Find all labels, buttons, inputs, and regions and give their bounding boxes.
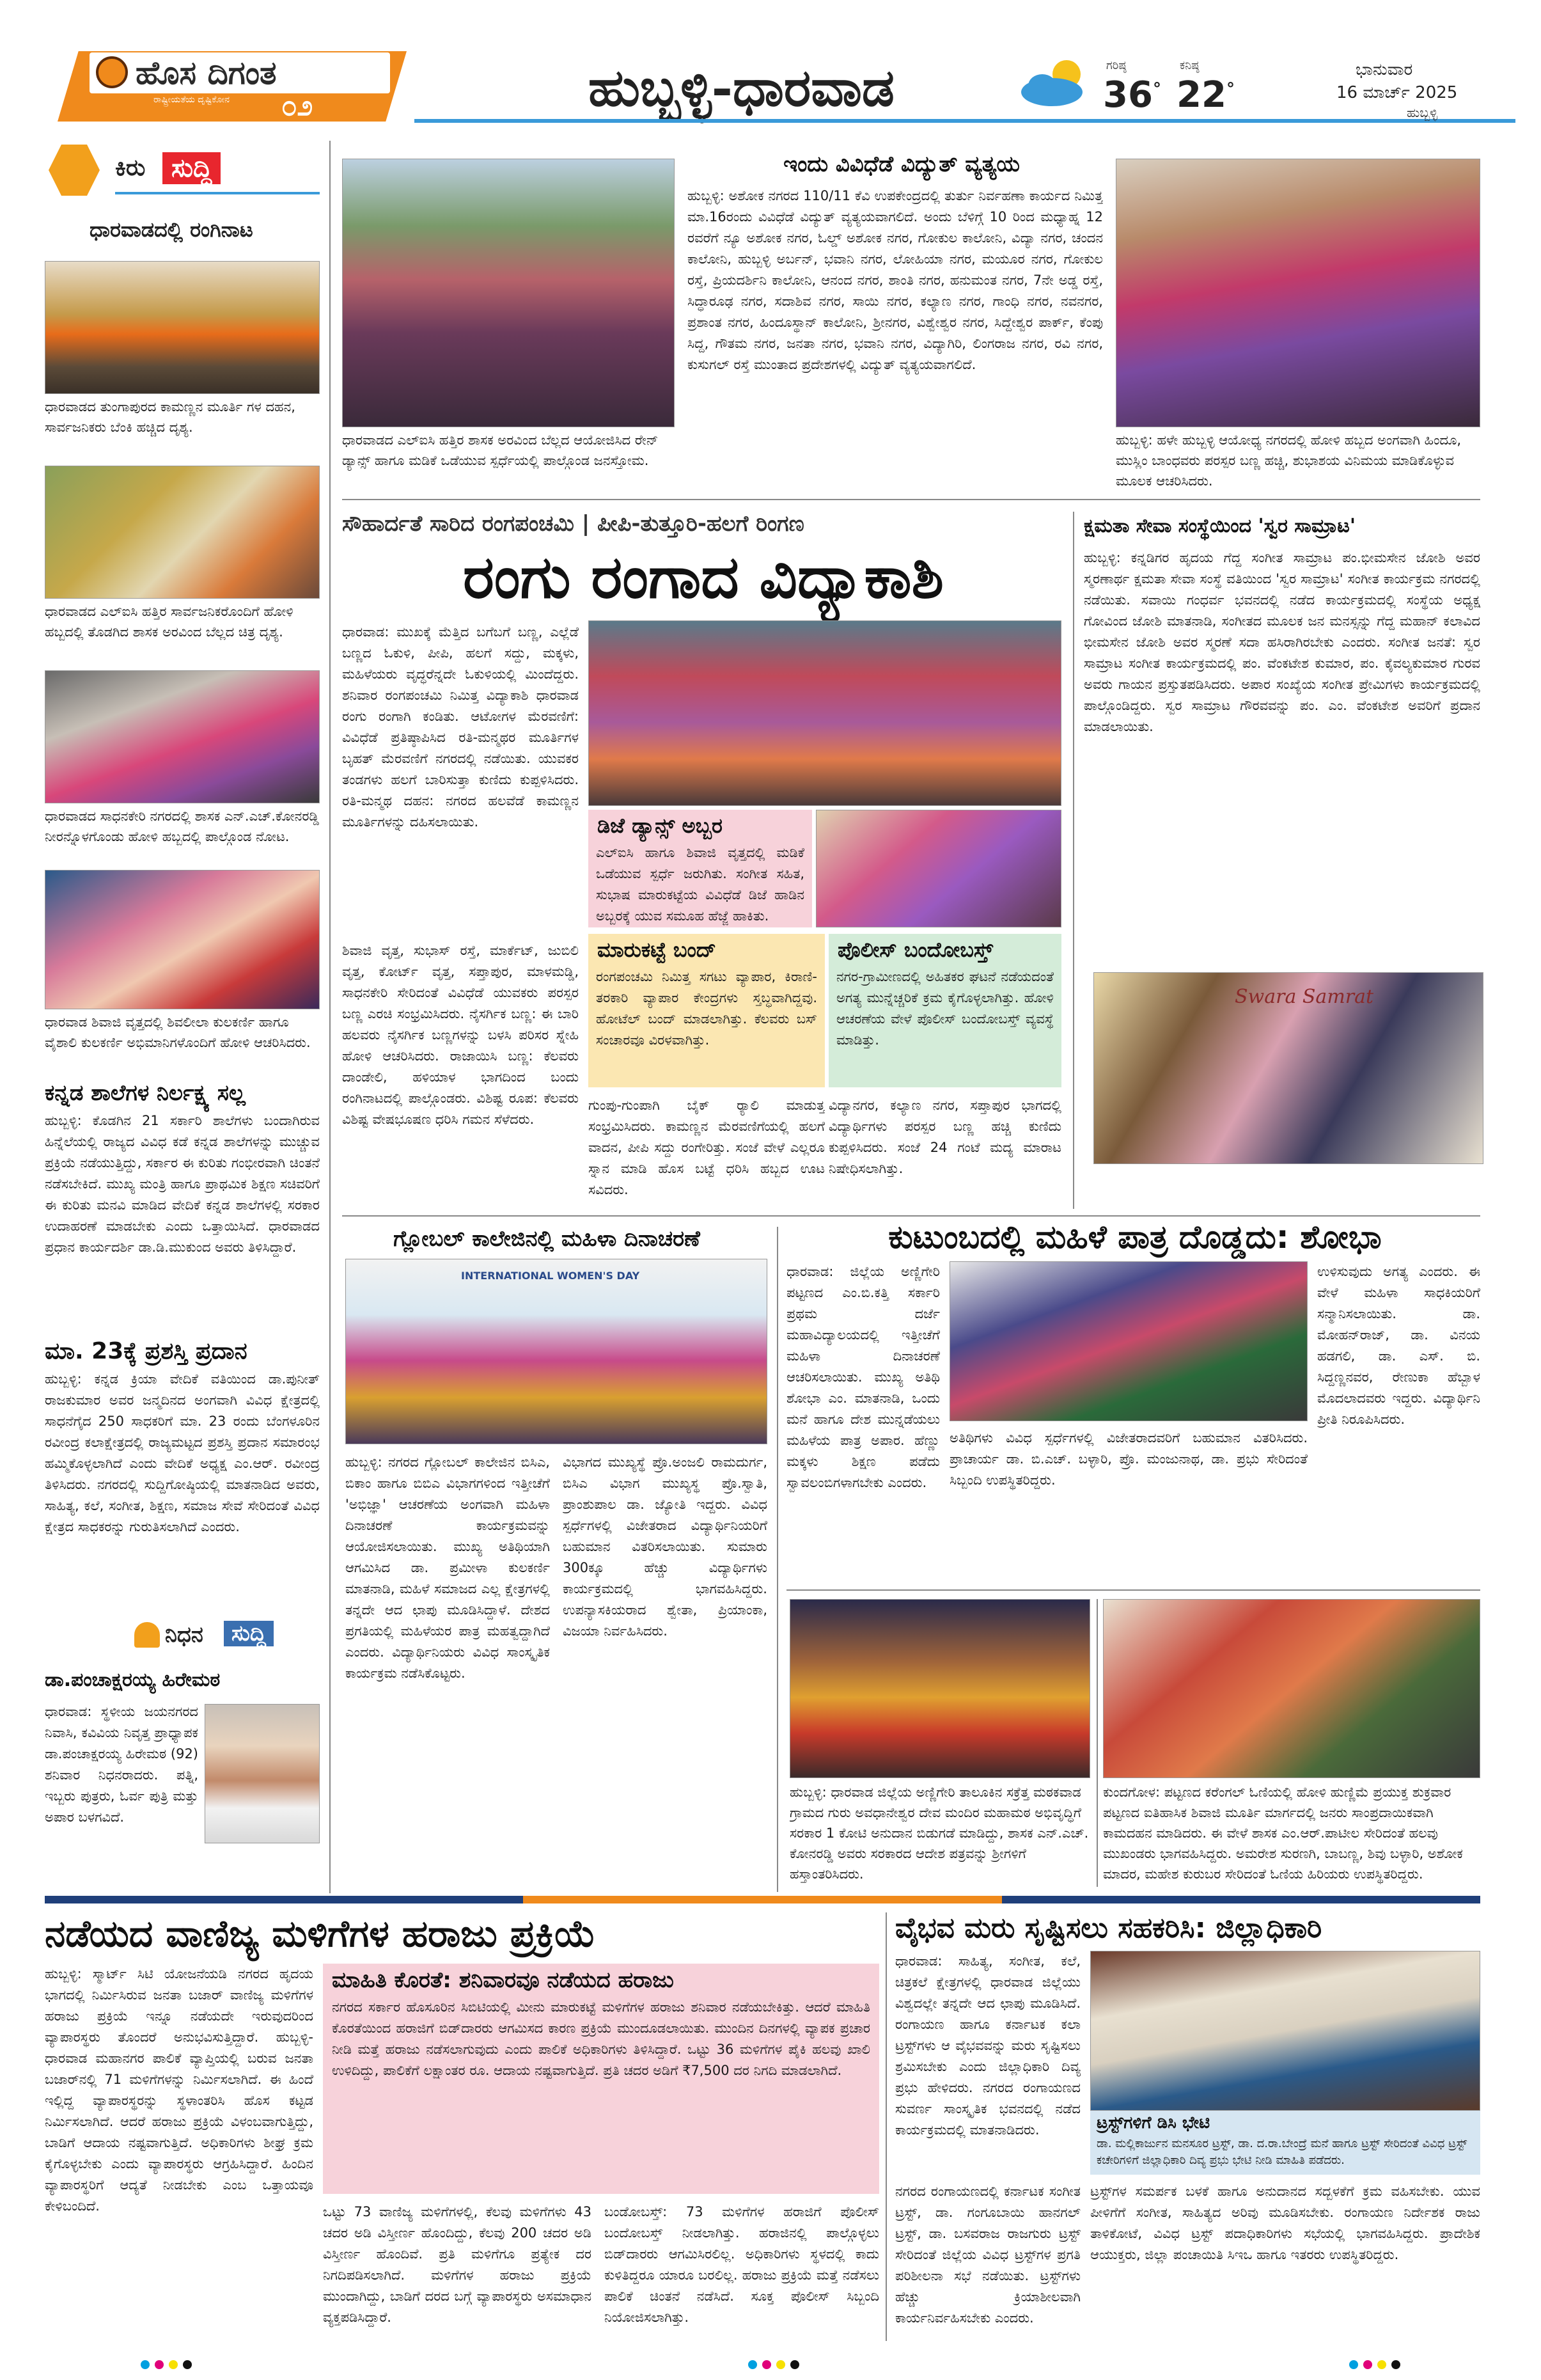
nidhana-suddi-label: ಸುದ್ದಿ: [224, 1621, 274, 1646]
weekday: ಭಾನುವಾರ: [1356, 60, 1413, 79]
global-text-col1: ಹುಬ್ಬಳ್ಳಿ: ನಗರದ ಗ್ಲೋಬಲ್ ಕಾಲೇಜಿನ ಬಿಸಿಎ, ಬಿಕಾಂ ಹಾಗೂ ಬಿಬಿಎ ವಿಭಾಗಗಳಿಂದ ಇತ್ತೀಚೆಗೆ 'ಅಭಿಜ್ಞಾ' ಆಚರಣೆಯ ಅಂಗವಾಗಿ ಮಹಿಳಾ ದಿನಾಚರಣೆ ಕಾರ್ಯಕ್ರಮವನ್ನು ಆಯೋಜಿಸಲಾಯಿತು. ಮುಖ್ಯ ಅತಿಥಿಯಾಗಿ ಆಗಮಿಸಿದ ಡಾ. ಪ್ರಮೀಳಾ ಕುಲಕರ್ಣಿ ಮಾತನಾಡಿ, ಮಹಿಳೆ ಸಮಾಜದ ಎಲ್ಲ ಕ್ಷೇತ್ರಗಳಲ್ಲಿ ತನ್ನದೇ ಆದ ಛಾಪು ಮೂಡಿಸಿದ್ದಾಳೆ. ದೇಶದ ಪ್ರಗತಿಯಲ್ಲಿ ಮಹಿಳೆಯರ ಪಾತ್ರ ಮಹತ್ವದ್ದಾಗಿದೆ ಎಂದರು. ವಿದ್ಯಾರ್ಥಿನಿಯರು ವಿವಿಧ ಸಾಂಸ್ಕೃತಿಕ ಕಾರ್ಯಕ್ರಮ ನಡೆಸಿಕೊಟ್ಟರು.: [345, 1454, 550, 1681]
ranga-text-col4: ವಿದ್ಯಾನಗರ, ಕಲ್ಯಾಣ ನಗರ, ಸಪ್ತಾಪುರ ಭಾಗದಲ್ಲಿ ವಿದ್ಯಾರ್ಥಿಗಳು ಪರಸ್ಪರ ಬಣ್ಣ ಹಚ್ಚಿ ಕುಣಿದು ಕುಪ್ಪಳಿಸಿದರು. ಸಂಜೆ 24 ಗಂಟೆ ಮದ್ಯ ಮಾರಾಟ ನಿಷೇಧಿಸಲಾಗಿತ್ತು.: [829, 1098, 1061, 1176]
kutumba-text-col2: ಅತಿಥಿಗಳು ವಿವಿಧ ಸ್ಪರ್ಧೆಗಳಲ್ಲಿ ವಿಜೇತರಾದವರಿಗೆ ಬಹುಮಾನ ವಿತರಿಸಿದರು. ಪ್ರಾಚಾರ್ಯ ಡಾ. ಬಿ.ಎಚ್. ಬಳ್ಳಾರಿ, ಪ್ರೊ. ಮಂಜುನಾಥ, ಡಾ. ಪ್ರಭು ಸೇರಿದಂತೆ ಸಿಬ್ಬಂದಿ ಉಪಸ್ಥಿತರಿದ್ದರು.: [950, 1430, 1308, 1488]
kutumba-event-photo: [950, 1261, 1308, 1421]
obituary-name: ಡಾ.ಪಂಚಾಕ್ಷರಯ್ಯ ಹಿರೇಮಠ: [45, 1669, 221, 1691]
vaibhava-meeting-photo: [1090, 1951, 1480, 2111]
vanijya-text-col3: ಬಂಡೋಬಸ್ತ್: 73 ಮಳಿಗೆಗಳ ಹರಾಜಿಗೆ ಪೊಲೀಸ್ ಬಂದೋಬಸ್ತ್ ನೀಡಲಾಗಿತ್ತು. ಹರಾಜಿನಲ್ಲಿ ಪಾಲ್ಗೊಳ್ಳಲು ಬಿಡ್‌ದಾರರು ಆಗಮಿಸಿರಲಿಲ್ಲ. ಅಧಿಕಾರಿಗಳು ಸ್ಥಳದಲ್ಲಿ ಕಾದು ಕುಳಿತಿದ್ದರೂ ಯಾರೂ ಬರಲಿಲ್ಲ. ಹರಾಜು ಪ್ರಕ್ರಿಯೆ ಮತ್ತೆ ನಡೆಸಲು ಪಾಲಿಕೆ ಚಿಂತನೆ ನಡೆಸಿದೆ. ಸೂಕ್ತ ಪೊಲೀಸ್ ಸಿಬ್ಬಂದಿ ನಿಯೋಜಿಸಲಾಗಿತ್ತು.: [604, 2204, 879, 2325]
dj-box: [588, 810, 812, 927]
bar-segment-3: [1002, 1896, 1480, 1903]
vanijya-headline: ನಡೆಯದ ವಾಣಿಜ್ಯ ಮಳಿಗೆಗಳ ಹರಾಜು ಪ್ರಕ್ರಿಯೆ: [45, 1912, 596, 1955]
vaibhava-caption-text: ಡಾ. ಮಲ್ಲಿಕಾರ್ಜುನ ಮನಸೂರ ಟ್ರಸ್ಟ್, ಡಾ. ದ.ರಾ.ಬೇಂದ್ರೆ ಮನೆ ಹಾಗೂ ಟ್ರಸ್ಟ್ ಸೇರಿದಂತೆ ವಿವಿಧ ಟ್ರಸ್ಟ್ ಕಚೇರಿಗಳಿಗೆ ಜಿಲ್ಲಾಧಿಕಾರಿ ದಿವ್ಯ ಪ್ರಭು ಭೇಟಿ ನೀಡಿ ಮಾಹಿತಿ ಪಡೆದರು.: [1097, 2137, 1467, 2167]
vaibhava-caption-box: [1090, 2111, 1480, 2175]
kiru-suddi-header: [45, 141, 320, 198]
left-caption-2: ಧಾರವಾಡದ ಎಲ್‌ಐಸಿ ಹತ್ತಿರ ಸಾರ್ವಜನಿಕರೊಂದಿಗೆ ಹೋಳಿ ಹಬ್ಬದಲ್ಲಿ ತೊಡಗಿದ ಶಾಸಕ ಅರವಿಂದ ಬೆಲ್ಲದ ಚಿತ್ರ ದೃಶ್ಯ.: [45, 604, 293, 640]
left-photo-2: [45, 466, 320, 599]
nidhana-header: [128, 1618, 320, 1654]
swara-headline: ಕ್ಷಮತಾ ಸೇವಾ ಸಂಸ್ಥೆಯಿಂದ 'ಸ್ವರ ಸಾಮ್ರಾಟ': [1084, 515, 1356, 537]
left-column-divider: [329, 141, 331, 1893]
kiru-label: ಕಿರು: [115, 155, 146, 181]
left-caption-3: ಧಾರವಾಡದ ಸಾಧನಕೇರಿ ನಗರದಲ್ಲಿ ಶಾಸಕ ಎನ್.ಎಚ್.ಕೋನರಡ್ಡಿ ನೀರನ್ನೊಳಗೊಂಡು ಹೋಳಿ ಹಬ್ಬದಲ್ಲಿ ಪಾಲ್ಗೊಂಡ ನೋಟ.: [45, 808, 320, 844]
ranga-main-photo: [588, 620, 1061, 806]
logo-emblem-icon: [96, 56, 128, 88]
max-temp-degree: °: [1152, 79, 1161, 99]
dateline-city: ಹುಬ್ಬಳ್ಳಿ: [1407, 105, 1438, 120]
market-box-text: ರಂಗಪಂಚಮಿ ನಿಮಿತ್ತ ಸಗಟು ವ್ಯಾಪಾರ, ಕಿರಾಣಿ-ತರಕಾರಿ ವ್ಯಾಪಾರ ಕೇಂದ್ರಗಳು ಸ್ತಬ್ಧವಾಗಿದ್ದವು. ಹೋಟೆಲ್ ಬಂದ್ ಮಾಡಲಾಗಿತ್ತು. ಕೆಲವರು ಬಸ್ ಸಂಚಾರವೂ ವಿರಳವಾಗಿತ್ತು.: [596, 969, 817, 1048]
left-photo-1: [45, 261, 320, 394]
left-caption-4: ಧಾರವಾಡ ಶಿವಾಜಿ ವೃತ್ತದಲ್ಲಿ ಶಿವಲೀಲಾ ಕುಲಕರ್ಣಿ ಹಾಗೂ ವೈಶಾಲಿ ಕುಲಕರ್ಣಿ ಅಭಿಮಾನಿಗಳೊಂದಿಗೆ ಹೋಳಿ ಆಚರಿಸಿದರು.: [45, 1014, 311, 1050]
weather-icon: [1017, 54, 1093, 111]
vaibhava-text-col1: ಧಾರವಾಡ: ಸಾಹಿತ್ಯ, ಸಂಗೀತ, ಕಲೆ, ಚಿತ್ರಕಲೆ ಕ್ಷೇತ್ರಗಳಲ್ಲಿ ಧಾರವಾಡ ಜಿಲ್ಲೆಯು ವಿಶ್ವದಲ್ಲೇ ತನ್ನದೇ ಆದ ಛಾಪು ಮೂಡಿಸಿದೆ. ರಂಗಾಯಣ ಹಾಗೂ ಕರ್ನಾಟಕ ಕಲಾ ಟ್ರಸ್ಟ್‌ಗಳು ಆ ವೈಭವವನ್ನು ಮರು ಸೃಷ್ಟಿಸಲು ಶ್ರಮಿಸಬೇಕು ಎಂದು ಜಿಲ್ಲಾಧಿಕಾರಿ ದಿವ್ಯ ಪ್ರಭು ಹೇಳಿದರು. ನಗರದ ರಂಗಾಯಣದ ಸುವರ್ಣ ಸಾಂಸ್ಕೃತಿಕ ಭವನದಲ್ಲಿ ನಡೆದ ಕಾರ್ಯಕ್ರಮದಲ್ಲಿ ಮಾತನಾಡಿದರು.: [895, 1953, 1081, 2138]
kamadahana-photo: [1103, 1599, 1480, 1778]
ranga-women-photo: [816, 810, 1061, 927]
top-crowd-photo: [342, 159, 675, 427]
global-headline: ಗ್ಲೋಬಲ್ ಕಾಲೇಜಿನಲ್ಲಿ ಮಹಿಳಾ ದಿನಾಚರಣೆ: [393, 1226, 700, 1252]
suddi-label: ಸುದ್ದಿ: [162, 152, 221, 184]
kamadahana-caption: ಕುಂದಗೋಳ: ಪಟ್ಟಣದ ಕರೆಂಗಲ್ ಓಣಿಯಲ್ಲಿ ಹೋಳಿ ಹುಣ್ಣಿಮೆ ಪ್ರಯುಕ್ತ ಶುಕ್ರವಾರ ಪಟ್ಟಣದ ಐತಿಹಾಸಿಕ ಶಿವಾಜಿ ಮೂರ್ತಿ ಮಾರ್ಗದಲ್ಲಿ ಜನರು ಸಾಂಪ್ರದಾಯಿಕವಾಗಿ ಕಾಮದಹನ ಮಾಡಿದರು. ಈ ವೇಳೆ ಶಾಸಕ ಎಂ.ಆರ್.ಪಾಟೀಲ ಸೇರಿದಂತೆ ಹಲವು ಮುಖಂಡರು ಭಾಗವಹಿಸಿದ್ದರು. ಅಮರೇಶ ಸುರಣಗಿ, ಬಾಬಣ್ಣ, ಶಿವು ಬಳ್ಳಾರಿ, ಅಶೋಕ ಮಾದರ, ಮಹೇಶ ಕುರುಬರ ಸೇರಿದಂತೆ ಓಣಿಯ ಹಿರಿಯರು ಉಪಸ್ಥಿತರಿದ್ದರು.: [1103, 1785, 1463, 1882]
power-cut-article: ಹುಬ್ಬಳ್ಳಿ: ಅಶೋಕ ನಗರದ 110/11 ಕೆವಿ ಉಪಕೇಂದ್ರದಲ್ಲಿ ತುರ್ತು ನಿರ್ವಹಣಾ ಕಾರ್ಯದ ನಿಮಿತ್ತ ಮಾ.16ರಂದು ವಿವಿಧೆಡೆ ವಿದ್ಯುತ್ ವ್ಯತ್ಯಯವಾಗಲಿದೆ. ಅಂದು ಬೆಳಿಗ್ಗೆ 10 ರಿಂದ ಮಧ್ಯಾಹ್ನ 12 ರವರೆಗೆ ನ್ಯೂ ಅಶೋಕ ನಗರ, ಓಲ್ಡ್ ಅಶೋಕ ನಗರ, ಗೋಕುಲ ಕಾಲೋನಿ, ವಿದ್ಯಾ ನಗರ, ಚಂದನ ಕಾಲೋನಿ, ಹುಬ್ಬಳ್ಳಿ ಅರ್ಬನ್, ಭವಾನಿ ನಗರ, ಲೋಹಿಯಾ ನಗರ, ಮಯೂರ ನಗರ, ಗೋಕುಲ ರಸ್ತೆ, ಪ್ರಿಯದರ್ಶಿನಿ ಕಾಲೋನಿ, ಆನಂದ ನಗರ, ಶಾಂತಿ ನಗರ, ಹನುಮಂತ ನಗರ, 7ನೇ ಅಡ್ಡ ರಸ್ತೆ, ಸಿದ್ಧಾರೂಢ ನಗರ, ಸದಾಶಿವ ನಗರ, ಸಾಯಿ ನಗರ, ಕಲ್ಯಾಣ ನಗರ, ಗಾಂಧಿ ನಗರ, ನವನಗರ, ಪ್ರಶಾಂತ ನಗರ, ಹಿಂದೂಸ್ಥಾನ್ ಕಾಲೋನಿ, ಶ್ರೀನಗರ, ವಿಶ್ವೇಶ್ವರ ನಗರ, ಸಿದ್ದೇಶ್ವರ ಪಾರ್ಕ್, ಕೆಂಪು ಸಿದ್ದ, ಗೌತಮ ನಗರ, ಜನತಾ ನಗರ, ಭವಾನಿ ನಗರ, ವಿದ್ಯಾಗಿರಿ, ಲಿಂಗರಾಜ ನಗರ, ರವಿ ನಗರ, ಕುಸುಗಲ್ ರಸ್ತೆ ಮುಂತಾದ ಪ್ರದೇಶಗಳಲ್ಲಿ ವಿದ್ಯುತ್ ವ್ಯತ್ಯಯವಾಗಲಿದೆ.: [687, 188, 1103, 372]
ranga-kicker: ಸೌಹಾರ್ದತೆ ಸಾರಿದ ರಂಗಪಂಚಮಿ | ಪೀಪಿ-ತುತ್ತೂರಿ-ಹಲಗೆ ರಿಂಗಣ: [342, 511, 804, 537]
bar-segment-1: [45, 1896, 523, 1903]
min-temp-value: 22: [1177, 74, 1226, 116]
registration-marks-right: [1349, 2360, 1400, 2369]
ranga-headline: ರಂಗು ರಂಗಾದ ವಿದ್ಯಾಕಾಶಿ: [463, 542, 944, 611]
left-caption-1: ಧಾರವಾಡದ ತುಂಗಾಪುರದ ಕಾಮಣ್ಣನ ಮೂರ್ತಿ ಗಳ ದಹನ, ಸಾರ್ವಜನಿಕರು ಬೆಂಕಿ ಹಚ್ಚಿದ ದೃಶ್ಯ.: [45, 399, 295, 435]
ranga-text-col2: ಶಿವಾಜಿ ವೃತ್ತ, ಸುಭಾಸ್ ರಸ್ತೆ, ಮಾರ್ಕೆಟ್, ಜುಬಿಲಿ ವೃತ್ತ, ಕೋರ್ಟ್ ವೃತ್ತ, ಸಪ್ತಾಪುರ, ಮಾಳಮಡ್ಡಿ, ಸಾಧನಕೇರಿ ಸೇರಿದಂತೆ ವಿವಿಧೆಡೆ ಯುವಕರು ಪರಸ್ಪರ ಬಣ್ಣ ಎರಚಿ ಸಂಭ್ರಮಿಸಿದರು. ನೈಸರ್ಗಿಕ ಬಣ್ಣ: ಈ ಬಾರಿ ಹಲವರು ನೈಸರ್ಗಿಕ ಬಣ್ಣಗಳನ್ನು ಬಳಸಿ ಪರಿಸರ ಸ್ನೇಹಿ ಹೋಳಿ ಆಚರಿಸಿದರು. ರಾಜಾಯಿಸಿ ಬಣ್ಣ: ಕೆಲವರು ದಾಂಡೇಲಿ, ಹಳಿಯಾಳ ಭಾಗದಿಂದ ಬಂದು ರಂಗಿನಾಟದಲ್ಲಿ ಪಾಲ್ಗೊಂಡರು. ವಿಶಿಷ್ಟ ರೂಪ: ಕೆಲವರು ವಿಶಿಷ್ಟ ವೇಷಭೂಷಣ ಧರಿಸಿ ಗಮನ ಸೆಳೆದರು.: [342, 943, 579, 1127]
auction-info-box: [323, 1964, 879, 2194]
left-section-head: ಧಾರವಾಡದಲ್ಲಿ ರಂಗಿನಾಟ: [90, 217, 253, 242]
left-headline-1: ಕನ್ನಡ ಶಾಲೆಗಳ ನಿರ್ಲಕ್ಷ್ಯ ಸಲ್ಲ: [45, 1080, 246, 1106]
ranga-right-divider: [1073, 512, 1074, 1209]
middle-divider: [342, 1215, 1480, 1217]
page-number: ೦೨: [281, 90, 313, 122]
auction-info-text: ನಗರದ ಸರ್ಕಾರ ಹೊಸೂರಿನ ಸಿಬಿಟಿಯಲ್ಲಿ ಮೀನು ಮಾರುಕಟ್ಟೆ ಮಳಿಗೆಗಳ ಹರಾಜು ಶನಿವಾರ ನಡೆಯಬೇಕಿತ್ತು. ಆದರೆ ಮಾಹಿತಿ ಕೊರತೆಯಿಂದ ಹರಾಜಿಗೆ ಬಿಡ್‌ದಾರರು ಆಗಮಿಸದ ಕಾರಣ ಪ್ರಕ್ರಿಯೆ ಮುಂದೂಡಲಾಯಿತು. ಮುಂದಿನ ದಿನಗಳಲ್ಲಿ ವ್ಯಾಪಕ ಪ್ರಚಾರ ನೀಡಿ ಮತ್ತೆ ಹರಾಜು ನಡೆಸಲಾಗುವುದು ಎಂದು ಪಾಲಿಕೆ ಅಧಿಕಾರಿಗಳು ತಿಳಿಸಿದ್ದಾರೆ. ಒಟ್ಟು 36 ಮಳಿಗೆಗಳ ಪೈಕಿ ಹಲವು ಖಾಲಿ ಉಳಿದಿದ್ದು, ಪಾಲಿಕೆಗೆ ಲಕ್ಷಾಂತರ ರೂ. ಆದಾಯ ನಷ್ಟವಾಗುತ್ತಿದೆ. ಪ್ರತಿ ಚದರ ಅಡಿಗೆ ₹7,500 ದರ ನಿಗದಿ ಮಾಡಲಾಗಿದೆ.: [332, 1999, 870, 2078]
top-crowd-caption: ಧಾರವಾಡದ ಎಲ್‌ಐಸಿ ಹತ್ತಿರ ಶಾಸಕ ಅರವಿಂದ ಬೆಲ್ಲದ ಆಯೋಜಿಸಿದ ರೇನ್ ಡ್ಯಾನ್ಸ್ ಹಾಗೂ ಮಡಿಕೆ ಒಡೆಯುವ ಸ್ಪರ್ಧೆಯಲ್ಲಿ ಪಾಲ್ಗೊಂಡ ಜನಸ್ತೋಮ.: [342, 432, 659, 468]
vanijya-right-divider: [886, 1912, 887, 2341]
max-temp: [1103, 74, 1161, 116]
temple-grant-caption: ಹುಬ್ಬಳ್ಳಿ: ಧಾರವಾಡ ಜಿಲ್ಲೆಯ ಅಣ್ಣಿಗೇರಿ ತಾಲೂಕಿನ ಸಕ್ರೆತ್ತ ಮಠಕವಾಡ ಗ್ರಾಮದ ಗುರು ಅವಧಾನೇಶ್ವರ ದೇವ ಮಂದಿರ ಮಹಾಮಠ ಅಭಿವೃದ್ಧಿಗೆ ಸರಕಾರ 1 ಕೋಟಿ ಅನುದಾನ ಬಿಡುಗಡೆ ಮಾಡಿದ್ದು, ಶಾಸಕ ಎನ್.ಎಚ್. ಕೋನರಡ್ಡಿ ಅವರು ಸರಕಾರದ ಆದೇಶ ಪತ್ರವನ್ನು ಶ್ರೀಗಳಿಗೆ ಹಸ್ತಾಂತರಿಸಿದರು.: [790, 1785, 1089, 1882]
auction-info-head: ಮಾಹಿತಿ ಕೊರತೆ: ಶನಿವಾರವೂ ನಡೆಯದ ಹರಾಜು: [332, 1967, 674, 1993]
ranga-text-col1: ಧಾರವಾಡ: ಮುಖಕ್ಕೆ ಮೆತ್ತಿದ ಬಗೆಬಗೆ ಬಣ್ಣ, ಎಲ್ಲೆಡೆ ಬಣ್ಣದ ಓಕುಳಿ, ಪೀಪಿ, ಹಲಗೆ ಸದ್ದು, ಮಕ್ಕಳು, ಮಹಿಳೆಯರು ವೃದ್ಧರೆನ್ನದೇ ಓಕುಳಿಯಲ್ಲಿ ಮಿಂದೆದ್ದರು. ಶನಿವಾರ ರಂಗಪಂಚಮಿ ನಿಮಿತ್ತ ವಿದ್ಯಾಕಾಶಿ ಧಾರವಾಡ ರಂಗು ರಂಗಾಗಿ ಕಂಡಿತು. ಆಟೋಗಳ ಮೆರವಣಿಗೆ: ವಿವಿಧೆಡೆ ಪ್ರತಿಷ್ಠಾಪಿಸಿದ ರತಿ-ಮನ್ಮಥರ ಮೂರ್ತಿಗಳ ಬೃಹತ್ ಮೆರವಣಿಗೆ ನಗರದಲ್ಲಿ ನಡೆಯಿತು. ಯುವಕರ ತಂಡಗಳು ಹಲಗೆ ಬಾರಿಸುತ್ತಾ ಕುಣಿದು ಕುಪ್ಪಳಿಸಿದರು. ರತಿ-ಮನ್ಮಥ ದಹನ: ನಗರದ ಹಲವೆಡೆ ಕಾಮಣ್ಣನ ಮೂರ್ತಿಗಳನ್ನು ದಹಿಸಲಾಯಿತು.: [342, 624, 579, 830]
registration-marks-left: [141, 2360, 192, 2369]
obituary-text: ಧಾರವಾಡ: ಸ್ಥಳೀಯ ಜಯನಗರದ ನಿವಾಸಿ, ಕವಿವಿಯ ನಿವೃತ್ತ ಪ್ರಾಧ್ಯಾಪಕ ಡಾ.ಪಂಚಾಕ್ಷರಯ್ಯ ಹಿರೇಮಠ (92) ಶನಿವಾರ ನಿಧನರಾದರು. ಪತ್ನಿ, ಇಬ್ಬರು ಪುತ್ರರು, ಓರ್ವ ಪುತ್ರಿ ಮತ್ತು ಅಪಾರ ಬಳಗವಿದೆ.: [45, 1704, 198, 1825]
masthead: [0, 0, 1541, 128]
date: 16 ಮಾರ್ಚ್ 2025: [1336, 83, 1458, 102]
vanijya-text-col1: ಹುಬ್ಬಳ್ಳಿ: ಸ್ಮಾರ್ಟ್ ಸಿಟಿ ಯೋಜನೆಯಡಿ ನಗರದ ಹೃದಯ ಭಾಗದಲ್ಲಿ ನಿರ್ಮಿಸಿರುವ ಜನತಾ ಬಜಾರ್ ವಾಣಿಜ್ಯ ಮಳಿಗೆಗಳ ಹರಾಜು ಪ್ರಕ್ರಿಯೆ ಇನ್ನೂ ನಡೆಯದೇ ಇರುವುದರಿಂದ ವ್ಯಾಪಾರಸ್ಥರು ತೊಂದರೆ ಅನುಭವಿಸುತ್ತಿದ್ದಾರೆ. ಹುಬ್ಬಳ್ಳಿ-ಧಾರವಾಡ ಮಹಾನಗರ ಪಾಲಿಕೆ ವ್ಯಾಪ್ತಿಯಲ್ಲಿ ಬರುವ ಜನತಾ ಬಜಾರ್‌ನಲ್ಲಿ 71 ಮಳಿಗೆಗಳನ್ನು ನಿರ್ಮಿಸಲಾಗಿದೆ. ಈ ಹಿಂದೆ ಇಲ್ಲಿದ್ದ ವ್ಯಾಪಾರಸ್ಥರನ್ನು ಸ್ಥಳಾಂತರಿಸಿ ಹೊಸ ಕಟ್ಟಡ ನಿರ್ಮಿಸಲಾಗಿದೆ. ಆದರೆ ಹರಾಜು ಪ್ರಕ್ರಿಯೆ ವಿಳಂಬವಾಗುತ್ತಿದ್ದು, ಬಾಡಿಗೆ ಆದಾಯ ನಷ್ಟವಾಗುತ್ತಿದೆ. ಅಧಿಕಾರಿಗಳು ಶೀಘ್ರ ಕ್ರಮ ಕೈಗೊಳ್ಳಬೇಕು ಎಂದು ವ್ಯಾಪಾರಸ್ಥರು ಆಗ್ರಹಿಸಿದ್ದಾರೆ. ಹಿಂದಿನ ವ್ಯಾಪಾರಸ್ಥರಿಗೆ ಆದ್ಯತೆ ನೀಡಬೇಕು ಎಂಬ ಒತ್ತಾಯವೂ ಕೇಳಿಬಂದಿದೆ.: [45, 1966, 313, 2214]
dj-box-text: ಎಲ್‌ಐಸಿ ಹಾಗೂ ಶಿವಾಜಿ ವೃತ್ತದಲ್ಲಿ ಮಡಿಕೆ ಒಡೆಯುವ ಸ್ಪರ್ಧೆ ಜರುಗಿತು. ಸಂಗೀತ ಸಹಿತ, ಸುಭಾಷ ಮಾರುಕಟ್ಟೆಯ ವಿವಿಧೆಡೆ ಡಿಜೆ ಹಾಡಿನ ಅಬ್ಬರಕ್ಕೆ ಯುವ ಸಮೂಹ ಹೆಜ್ಜೆ ಹಾಕಿತು.: [596, 845, 804, 924]
nidhana-label: ನಿಧನ: [165, 1622, 203, 1648]
police-box: [829, 934, 1061, 1087]
kutumba-headline: ಕುಟುಂಬದಲ್ಲಿ ಮಹಿಳೆ ಪಾತ್ರ ದೊಡ್ಡದು: ಶೋಭಾ: [888, 1218, 1382, 1256]
lamp-icon: [134, 1622, 160, 1648]
pointing-hand-icon: [49, 145, 100, 196]
left-article-1: ಹುಬ್ಬಳ್ಳಿ: ಕೊಡಗಿನ 21 ಸರ್ಕಾರಿ ಶಾಲೆಗಳು ಬಂದಾಗಿರುವ ಹಿನ್ನೆಲೆಯಲ್ಲಿ ರಾಜ್ಯದ ವಿವಿಧ ಕಡೆ ಕನ್ನಡ ಶಾಲೆಗಳನ್ನು ಮುಚ್ಚುವ ಪ್ರಕ್ರಿಯೆ ನಡೆಯುತ್ತಿದ್ದು, ಸರ್ಕಾರ ಈ ಕುರಿತು ಗಂಭೀರವಾಗಿ ಚಿಂತನೆ ನಡೆಸಬೇಕಿದೆ. ಮುಖ್ಯ ಮಂತ್ರಿ ಹಾಗೂ ಪ್ರಾಥಮಿಕ ಶಿಕ್ಷಣ ಸಚಿವರಿಗೆ ಈ ಕುರಿತು ಮನವಿ ಮಾಡಿದ ವೇದಿಕೆ ಕನ್ನಡ ಶಾಲೆಗಳಲ್ಲಿ ಸರಕಾರ ಉದಾಹರಣೆ ಮಾಡಬೇಕು ಎಂದು ಒತ್ತಾಯಿಸಿದೆ. ಧಾರವಾಡದ ಪ್ರಧಾನ ಕಾರ್ಯದರ್ಶಿ ಡಾ.ಡಿ.ಮುಕುಂದ ಅವರು ತಿಳಿಸಿದ್ದಾರೆ.: [45, 1113, 320, 1255]
vaibhava-text-col3: ಟ್ರಸ್ಟ್‌ಗಳ ಸಮರ್ಪಕ ಬಳಕೆ ಹಾಗೂ ಅನುದಾನದ ಸದ್ಬಳಕೆಗೆ ಕ್ರಮ ವಹಿಸಬೇಕು. ಯುವ ಪೀಳಿಗೆಗೆ ಸಂಗೀತ, ಸಾಹಿತ್ಯದ ಅರಿವು ಮೂಡಿಸಬೇಕು. ರಂಗಾಯಣ ನಿರ್ದೇಶಕ ರಾಜು ತಾಳಿಕೋಟೆ, ವಿವಿಧ ಟ್ರಸ್ಟ್ ಪದಾಧಿಕಾರಿಗಳು ಸಭೆಯಲ್ಲಿ ಭಾಗವಹಿಸಿದ್ದರು. ಪ್ರಾದೇಶಿಕ ಆಯುಕ್ತರು, ಜಿಲ್ಲಾ ಪಂಚಾಯಿತಿ ಸಿಇಒ ಹಾಗೂ ಇತರರು ಉಪಸ್ಥಿತರಿದ್ದರು.: [1090, 2184, 1480, 2262]
kiru-rule: [115, 192, 320, 194]
holi-harmony-caption: ಹುಬ್ಬಳ್ಳಿ: ಹಳೇ ಹುಬ್ಬಳ್ಳಿ ಆಯೋಧ್ಯ ನಗರದಲ್ಲಿ ಹೋಳಿ ಹಬ್ಬದ ಅಂಗವಾಗಿ ಹಿಂದೂ, ಮುಸ್ಲಿಂ ಬಾಂಧವರು ಪರಸ್ಪರ ಬಣ್ಣ ಹಚ್ಚಿ, ಶುಭಾಶಯ ವಿನಿಮಯ ಮಾಡಿಕೊಳ್ಳುವ ಮೂಲಕ ಆಚರಿಸಿದರು.: [1116, 432, 1462, 489]
temple-grant-photo: [790, 1599, 1090, 1778]
left-photo-4: [45, 870, 320, 1009]
vaibhava-caption-head: ಟ್ರಸ್ಟ್‌ಗಳಿಗೆ ಡಿಸಿ ಭೇಟಿ: [1097, 2113, 1210, 2132]
left-headline-2: ಮಾ. 23ಕ್ಕೆ ಪ್ರಶಸ್ತಿ ಪ್ರದಾನ: [45, 1338, 247, 1364]
top-divider: [342, 499, 1480, 500]
power-cut-headline: ಇಂದು ವಿವಿಧೆಡೆ ವಿದ್ಯುತ್ ವ್ಯತ್ಯಯ: [783, 152, 1020, 177]
dj-box-head: ಡಿಜೆ ಡ್ಯಾನ್ಸ್ ಅಬ್ಬರ: [597, 814, 723, 838]
market-box: [588, 934, 825, 1087]
max-temp-label: ಗರಿಷ್ಠ: [1106, 59, 1127, 72]
swara-banner-text: Swara Samrat: [1235, 986, 1374, 1008]
edition-underline: [414, 119, 1515, 123]
global-text-col2: ವಿಭಾಗದ ಮುಖ್ಯಸ್ಥೆ ಪ್ರೊ.ಅಂಜಲಿ ರಾಮದುರ್ಗ, ಬಿಸಿಎ ವಿಭಾಗ ಮುಖ್ಯಸ್ಥ ಪ್ರೊ.ಸ್ವಾತಿ, ಪ್ರಾಂಶುಪಾಲ ಡಾ. ಜ್ಯೋತಿ ಇದ್ದರು. ವಿವಿಧ ಸ್ಪರ್ಧೆಗಳಲ್ಲಿ ವಿಜೇತರಾದ ವಿದ್ಯಾರ್ಥಿನಿಯರಿಗೆ ಬಹುಮಾನ ವಿತರಿಸಲಾಯಿತು. ಸುಮಾರು 300ಕ್ಕೂ ಹೆಚ್ಚು ವಿದ್ಯಾರ್ಥಿಗಳು ಕಾರ್ಯಕ್ರಮದಲ್ಲಿ ಭಾಗವಹಿಸಿದ್ದರು. ಉಪನ್ಯಾಸಕಿಯರಾದ ಶ್ವೇತಾ, ಪ್ರಿಯಾಂಕಾ, ವಿಜಯಾ ನಿರ್ವಹಿಸಿದರು.: [563, 1454, 767, 1639]
swara-article: ಹುಬ್ಬಳ್ಳಿ: ಕನ್ನಡಿಗರ ಹೃದಯ ಗೆದ್ದ ಸಂಗೀತ ಸಾಮ್ರಾಟ ಪಂ.ಭೀಮಸೇನ ಜೋಶಿ ಅವರ ಸ್ಮರಣಾರ್ಥ ಕ್ಷಮತಾ ಸೇವಾ ಸಂಸ್ಥೆ ವತಿಯಿಂದ 'ಸ್ವರ ಸಾಮ್ರಾಟ' ಸಂಗೀತ ಕಾರ್ಯಕ್ರಮ ನಗರದಲ್ಲಿ ನಡೆಯಿತು. ಸವಾಯಿ ಗಂಧರ್ವ ಭವನದಲ್ಲಿ ನಡೆದ ಕಾರ್ಯಕ್ರಮದಲ್ಲಿ ಸಂಸ್ಥೆಯ ಅಧ್ಯಕ್ಷ ಗೋವಿಂದ ಜೋಶಿ ಮಾತನಾಡಿ, ಸಂಗೀತದ ಮೂಲಕ ಜನ ಮನಸ್ಸನ್ನು ಗೆದ್ದ ಮಹಾನ್ ಕಲಾವಿದ ಭೀಮಸೇನ ಜೋಶಿ ಅವರ ಸ್ಮರಣೆ ಸದಾ ಹಸಿರಾಗಿರಬೇಕು ಎಂದರು. ಸಂಗೀತ ಜನತೆ: ಸ್ವರ ಸಾಮ್ರಾಟ ಸಂಗೀತ ಕಾರ್ಯಕ್ರಮದಲ್ಲಿ ಪಂ. ವೆಂಕಟೇಶ ಕುಮಾರ, ಪಂ. ಕೈವಲ್ಯಕುಮಾರ ಗುರವ ಅವರು ಗಾಯನ ಪ್ರಸ್ತುತಪಡಿಸಿದರು. ಅಪಾರ ಸಂಖ್ಯೆಯ ಸಂಗೀತ ಪ್ರೇಮಿಗಳು ಕಾರ್ಯಕ್ರಮದಲ್ಲಿ ಪಾಲ್ಗೊಂಡಿದ್ದರು. ಸ್ವರ ಸಾಮ್ರಾಟ ಗೌರವವನ್ನು ಪಂ. ಎಂ. ವೆಂಕಟೇಶ ಅವರಿಗೆ ಪ್ರದಾನ ಮಾಡಲಾಯಿತು.: [1084, 550, 1480, 734]
registration-marks-center: [748, 2360, 799, 2369]
min-temp-label: ಕನಿಷ್ಠ: [1180, 59, 1200, 72]
vaibhava-text-col2: ನಗರದ ರಂಗಾಯಣದಲ್ಲಿ ಕರ್ನಾಟಕ ಸಂಗೀತ ಟ್ರಸ್ಟ್, ಡಾ. ಗಂಗೂಬಾಯಿ ಹಾನಗಲ್ ಟ್ರಸ್ಟ್, ಡಾ. ಬಸವರಾಜ ರಾಜಗುರು ಟ್ರಸ್ಟ್ ಸೇರಿದಂತೆ ಜಿಲ್ಲೆಯ ವಿವಿಧ ಟ್ರಸ್ಟ್‌ಗಳ ಪ್ರಗತಿ ಪರಿಶೀಲನಾ ಸಭೆ ನಡೆಯಿತು. ಟ್ರಸ್ಟ್‌ಗಳು ಹೆಚ್ಚು ಕ್ರಿಯಾಶೀಲವಾಗಿ ಕಾರ್ಯನಿರ್ವಹಿಸಬೇಕು ಎಂದರು.: [895, 2184, 1081, 2326]
police-box-text: ನಗರ-ಗ್ರಾಮೀಣದಲ್ಲಿ ಅಹಿತಕರ ಘಟನೆ ನಡೆಯದಂತೆ ಅಗತ್ಯ ಮುನ್ನೆಚ್ಚರಿಕೆ ಕ್ರಮ ಕೈಗೊಳ್ಳಲಾಗಿತ್ತು. ಹೋಳಿ ಆಚರಣೆಯ ವೇಳೆ ಪೊಲೀಸ್ ಬಂದೋಬಸ್ತ್ ವ್ಯವಸ್ಥೆ ಮಾಡಿತ್ತು.: [836, 969, 1054, 1048]
min-temp: [1177, 74, 1235, 116]
holi-harmony-photo: [1116, 159, 1480, 427]
global-group-photo: [345, 1259, 767, 1444]
left-photo-3: [45, 670, 320, 803]
market-box-head: ಮಾರುಕಟ್ಟೆ ಬಂದ್: [597, 938, 716, 962]
kutumba-text-col3: ಉಳಿಸುವುದು ಅಗತ್ಯ ಎಂದರು. ಈ ವೇಳೆ ಮಹಿಳಾ ಸಾಧಕಿಯರಿಗೆ ಸನ್ಮಾನಿಸಲಾಯಿತು. ಡಾ. ಮೋಹನ್‌ರಾಜ್, ಡಾ. ವಿನಯ ಹಡಗಲಿ, ಡಾ. ಎಸ್. ಬಿ. ಸಿದ್ದಣ್ಣನವರ, ರೇಣುಕಾ ಹೆಬ್ಬಾಳ ಮೊದಲಾದವರು ಇದ್ದರು. ವಿದ್ಯಾರ್ಥಿನಿ ಪ್ರೀತಿ ನಿರೂಪಿಸಿದರು.: [1317, 1264, 1480, 1427]
vaibhava-headline: ವೈಭವ ಮರು ಸೃಷ್ಟಿಸಲು ಸಹಕರಿಸಿ: ಜಿಲ್ಲಾಧಿಕಾರಿ: [895, 1912, 1322, 1944]
kutumba-text-col1: ಧಾರವಾಡ: ಜಿಲ್ಲೆಯ ಅಣ್ಣಿಗೇರಿ ಪಟ್ಟಣದ ಎಂ.ಬಿ.ಕತ್ತಿ ಸರ್ಕಾರಿ ಪ್ರಥಮ ದರ್ಜೆ ಮಹಾವಿದ್ಯಾಲಯದಲ್ಲಿ ಇತ್ತೀಚೆಗೆ ಮಹಿಳಾ ದಿನಾಚರಣೆ ಆಚರಿಸಲಾಯಿತು. ಮುಖ್ಯ ಅತಿಥಿ ಶೋಭಾ ಎಂ. ಮಾತನಾಡಿ, ಒಂದು ಮನೆ ಹಾಗೂ ದೇಶ ಮುನ್ನಡೆಯಲು ಮಹಿಳೆಯ ಪಾತ್ರ ಅಪಾರ. ಹೆಣ್ಣು ಮಕ್ಕಳು ಶಿಕ್ಷಣ ಪಡೆದು ಸ್ವಾವಲಂಬಿಗಳಾಗಬೇಕು ಎಂದರು.: [786, 1264, 940, 1490]
min-temp-degree: °: [1226, 79, 1235, 99]
obituary-photo: [205, 1704, 320, 1843]
police-box-head: ಪೊಲೀಸ್ ಬಂದೋಬಸ್ತ್: [838, 938, 994, 962]
bar-segment-2: [523, 1896, 1001, 1903]
swara-event-photo: [1093, 972, 1483, 1164]
logo-tagline: ರಾಷ್ಟ್ರೀಯತೆಯ ದೃಷ್ಟಿಕೋನ: [153, 95, 230, 105]
max-temp-value: 36: [1103, 74, 1153, 116]
kutumba-photo-divider: [1097, 1599, 1098, 1887]
global-right-divider: [777, 1227, 778, 1892]
logo-title: ಹೊಸ ದಿಗಂತ: [136, 54, 277, 91]
global-banner-text: INTERNATIONAL WOMEN'S DAY: [461, 1270, 640, 1282]
vanijya-text-col2: ಒಟ್ಟು 73 ವಾಣಿಜ್ಯ ಮಳಿಗೆಗಳಲ್ಲಿ, ಕೆಲವು ಮಳಿಗೆಗಳು 43 ಚದರ ಅಡಿ ವಿಸ್ತೀರ್ಣ ಹೊಂದಿದ್ದು, ಕೆಲವು 200 ಚದರ ಅಡಿ ವಿಸ್ತೀರ್ಣ ಹೊಂದಿವೆ. ಪ್ರತಿ ಮಳಿಗೆಗೂ ಪ್ರತ್ಯೇಕ ದರ ನಿಗದಿಪಡಿಸಲಾಗಿದೆ. ಮಳಿಗೆಗಳ ಹರಾಜು ಪ್ರಕ್ರಿಯೆ ಮುಂದಾಗಿದ್ದು, ಬಾಡಿಗೆ ದರದ ಬಗ್ಗೆ ವ್ಯಾಪಾರಸ್ಥರು ಅಸಮಾಧಾನ ವ್ಯಕ್ತಪಡಿಸಿದ್ದಾರೆ.: [323, 2204, 591, 2325]
left-article-2: ಹುಬ್ಬಳ್ಳಿ: ಕನ್ನಡ ಕ್ರಿಯಾ ವೇದಿಕೆ ವತಿಯಿಂದ ಡಾ.ಪುನೀತ್ ರಾಜಕುಮಾರ ಅವರ ಜನ್ಮದಿನದ ಅಂಗವಾಗಿ ವಿವಿಧ ಕ್ಷೇತ್ರದಲ್ಲಿ ಸಾಧನೆಗೈದ 250 ಸಾಧಕರಿಗೆ ಮಾ. 23 ರಂದು ಬೆಂಗಳೂರಿನ ರವೀಂದ್ರ ಕಲಾಕ್ಷೇತ್ರದಲ್ಲಿ ರಾಜ್ಯಮಟ್ಟದ ಪ್ರಶಸ್ತಿ ಪ್ರದಾನ ಸಮಾರಂಭ ಹಮ್ಮಿಕೊಳ್ಳಲಾಗಿದೆ ಎಂದು ವೇದಿಕೆ ಅಧ್ಯಕ್ಷ ಎಂ.ಆರ್. ರವೀಂದ್ರ ತಿಳಿಸಿದರು. ನಗರದಲ್ಲಿ ಸುದ್ದಿಗೋಷ್ಠಿಯಲ್ಲಿ ಮಾತನಾಡಿದ ಅವರು, ಸಾಹಿತ್ಯ, ಕಲೆ, ಸಂಗೀತ, ಶಿಕ್ಷಣ, ಸಮಾಜ ಸೇವೆ ಸೇರಿದಂತೆ ವಿವಿಧ ಕ್ಷೇತ್ರದ ಸಾಧಕರನ್ನು ಗುರುತಿಸಲಾಗಿದೆ ಎಂದರು.: [45, 1371, 320, 1534]
edition-title: ಹುಬ್ಬಳ್ಳಿ-ಧಾರವಾಡ: [588, 58, 895, 118]
kutumba-bottom-rule: [786, 1589, 1480, 1591]
ranga-text-col3: ಗುಂಪು-ಗುಂಪಾಗಿ ಬೈಕ್ ರ‍್ಯಾಲಿ ಮಾಡುತ್ತ ಸಂಭ್ರಮಿಸಿದರು. ಕಾಮಣ್ಣನ ಮೆರವಣಿಗೆಯಲ್ಲಿ ಹಲಗೆ ವಾದನ, ಪೀಪಿ ಸದ್ದು ರಂಗೇರಿತ್ತು. ಸಂಜೆ ವೇಳೆ ಎಲ್ಲರೂ ಸ್ನಾನ ಮಾಡಿ ಹೊಸ ಬಟ್ಟೆ ಧರಿಸಿ ಹಬ್ಬದ ಊಟ ಸವಿದರು.: [588, 1098, 825, 1197]
bottom-section-bar: [45, 1896, 1480, 1903]
